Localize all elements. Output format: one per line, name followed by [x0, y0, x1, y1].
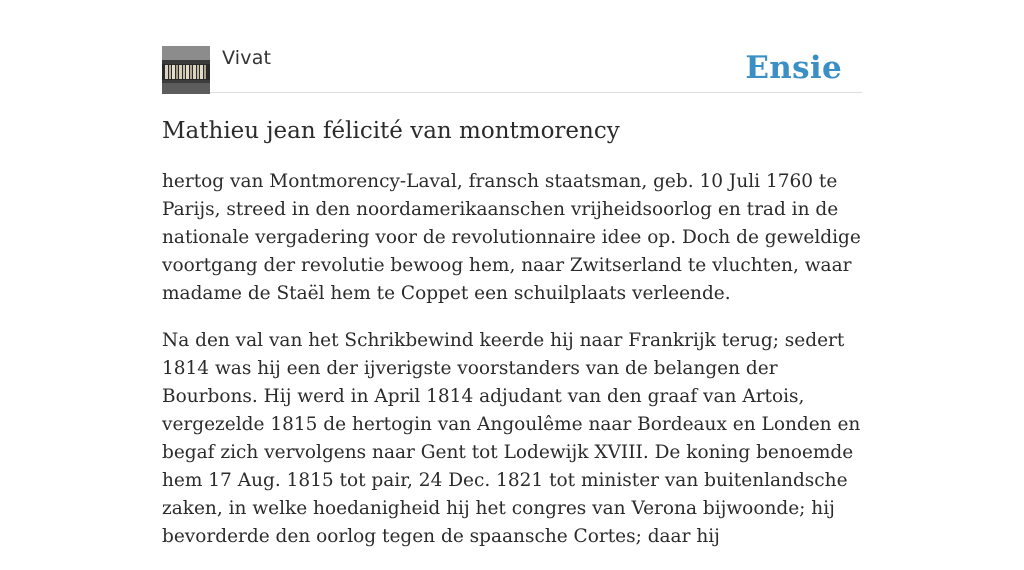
article-paragraph: hertog van Montmorency-Laval, fransch staatsman, geb. 10 Juli 1760 te Parijs, streed in den noordamerikaanschen vrijheidsoorlog en trad in de nationale vergadering voor de revolutionnaire idee op. Doch de geweldige voortgang der revolutie bewoog hem, naar Zwitserland te vluchten, waar madame de Staël hem te Coppet een schuilplaats verleende. — [162, 171, 861, 304]
article-body — [162, 168, 862, 570]
source-name[interactable]: Vivat — [222, 47, 272, 69]
ensie-logo[interactable]: Ensie — [745, 50, 842, 86]
bookshelf-avatar-icon[interactable] — [162, 46, 210, 94]
article-paragraph: Na den val van het Schrikbewind keerde hij naar Frankrijk terug; sedert 1814 was hij een der ijverigste voorstanders van de belangen der Bourbons. Hij werd in April 1814 adjudant van den graaf van Artois, vergezelde 1815 de hertogin van Angoulême naar Bordeaux en Londen en begaf zich vervolgens naar Gent tot Lodewijk XVIII. De koning benoemde hem 17 Aug. 1815 tot pair, 24 Dec. 1821 tot minister van buitenlandsche zaken, in welke hoedanigheid hij het congres van Verona bijwoonde; hij bevorderde den oorlog tegen de spaansche Cortes; daar hij — [162, 330, 861, 547]
page-title: Mathieu jean félicité van montmorency — [162, 118, 620, 144]
site-header — [162, 46, 862, 93]
